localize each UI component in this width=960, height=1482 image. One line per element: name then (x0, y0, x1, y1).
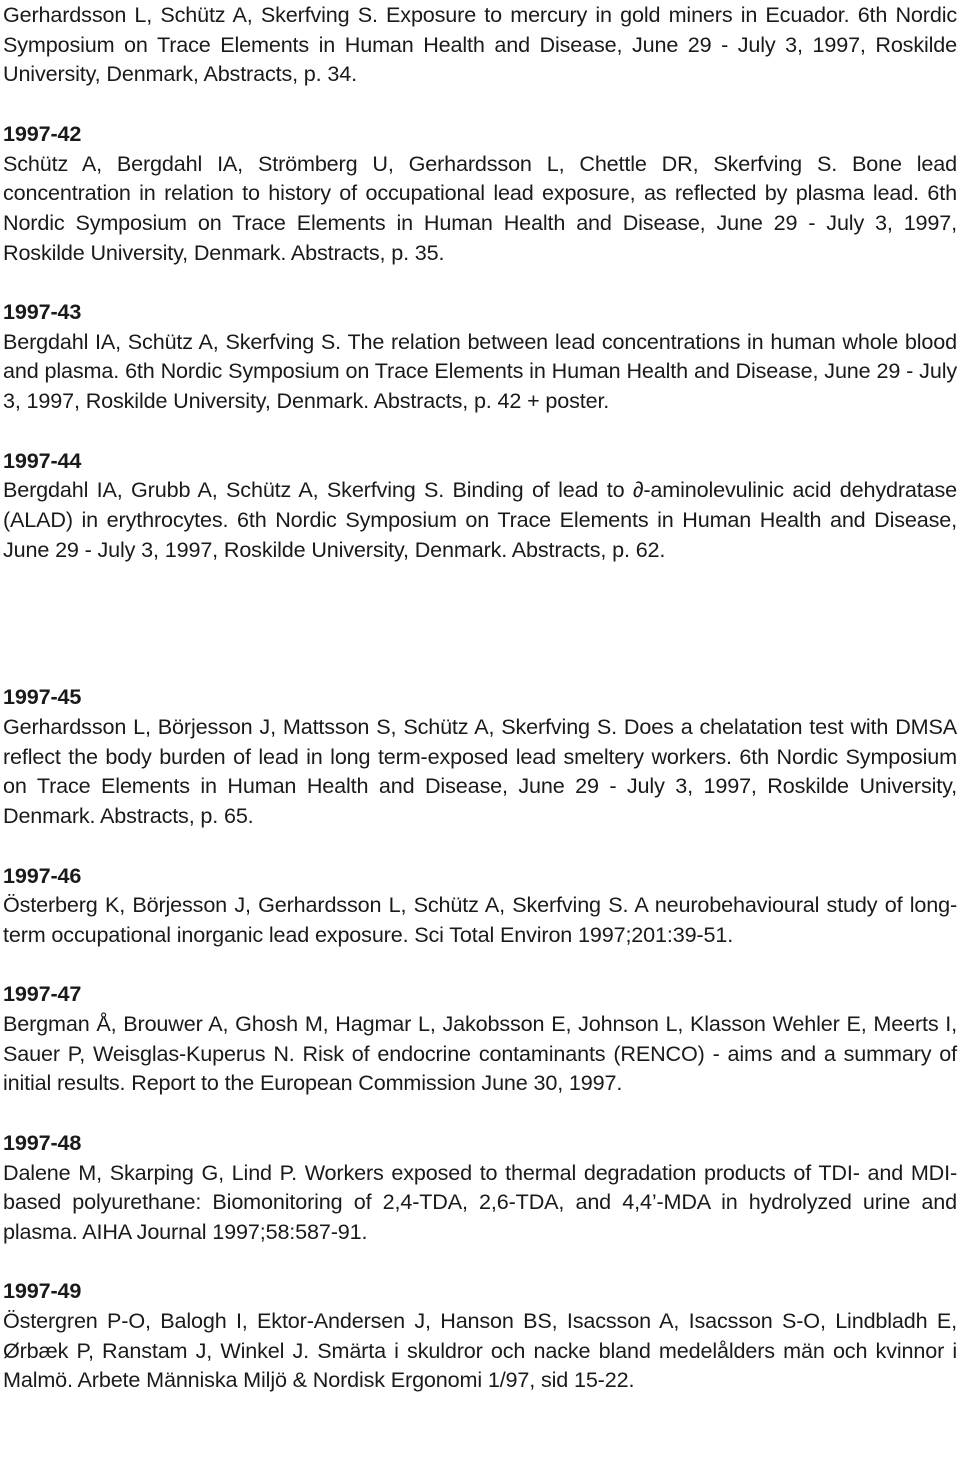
reference-id: 1997-47 (3, 981, 82, 1007)
reference-entry (3, 1276, 957, 1395)
reference-id: 1997-43 (3, 299, 82, 324)
reference-text: Gerhardsson L, Schütz A, Skerfving S. Exposure to mercury in gold miners in Ecuador. 6th Nordic Symposium on Trace Elements in Human Health and Disease, June 29 - July 3, 1997, Roskilde University, Denmark, Abstracts, p. 34. (3, 2, 957, 87)
reference-entry (3, 0, 957, 89)
reference-text: Gerhardsson L, Börjesson J, Mattsson S, Schütz A, Skerfving S. Does a chelatation test with DMSA reflect the body burden of lead in long term-exposed lead smeltery workers. 6th Nordic Symposium on Trace Elements in Human Health and Disease, June 29 - July 3, 1997, Roskilde University, Denmark. Abstracts, p. 65. (3, 714, 957, 829)
reference-entry (3, 682, 957, 831)
reference-text: Bergman Å, Brouwer A, Ghosh M, Hagmar L, Jakobsson E, Johnson L, Klasson Wehler E, Meerts I, Sauer P, Weisglas-Kuperus N. Risk of endocrine contaminants (RENCO) - aims and a summary of initial results. Report to the European Commission June 30, 1997. (3, 1011, 957, 1096)
reference-id: 1997-46 (3, 862, 82, 888)
reference-text: Schütz A, Bergdahl IA, Strömberg U, Gerhardsson L, Chettle DR, Skerfving S. Bone lead concentration in relation to history of occupational lead exposure, as reflected by plasma lead. 6th Nordic Symposium on Trace Elements in Human Health and Disease, June 29 - July 3, 1997, Roskilde University, Denmark. Abstracts, p. 35. (3, 150, 957, 265)
reference-entry (3, 861, 957, 950)
reference-text: Östergren P-O, Balogh I, Ektor-Andersen J, Hanson BS, Isacsson A, Isacsson S-O, Lindbladh E, Ørbæk P, Ranstam J, Winkel J. Smärta i skuldror och nacke bland medelålders män och kvinnor i Malmö. Arbete Människa Miljö & Nordisk Ergonomi 1/97, sid 15-22. (3, 1308, 957, 1393)
reference-id: 1997-45 (3, 684, 82, 710)
reference-entry (3, 119, 957, 268)
reference-text: Bergdahl IA, Schütz A, Skerfving S. The relation between lead concentrations in human whole blood and plasma. 6th Nordic Symposium on Trace Elements in Human Health and Disease, June 29 - July 3, 1997, Roskilde University, Denmark. Abstracts, p. 42 + poster. (3, 328, 957, 414)
reference-id: 1997-44 (3, 447, 82, 473)
reference-text: Österberg K, Börjesson J, Gerhardsson L, Schütz A, Skerfving S. A neurobehavioural study of long-term occupational inorganic lead exposure. Sci Total Environ 1997;201:39-51. (3, 892, 957, 947)
reference-id: 1997-42 (3, 120, 82, 146)
reference-entry (3, 1128, 957, 1247)
reference-entry (3, 297, 957, 416)
document-page (3, 0, 957, 1395)
reference-entry (3, 979, 957, 1098)
reference-text: Dalene M, Skarping G, Lind P. Workers exposed to thermal degradation products of TDI- and MDI-based polyurethane: Biomonitoring of 2,4-TDA, 2,6-TDA, and 4,4’-MDA in hydrolyzed urine and plasma. AIHA Journal 1997;58:587-91. (3, 1159, 957, 1244)
reference-entry (3, 446, 957, 565)
reference-id: 1997-48 (3, 1129, 82, 1155)
reference-id: 1997-49 (3, 1278, 82, 1304)
reference-text: Bergdahl IA, Grubb A, Schütz A, Skerfving S. Binding of lead to ∂-aminolevulinic acid dehydratase (ALAD) in erythrocytes. 6th Nordic Symposium on Trace Elements in Human Health and Disease, June 29 - July 3, 1997, Roskilde University, Denmark. Abstracts, p. 62. (3, 477, 957, 562)
